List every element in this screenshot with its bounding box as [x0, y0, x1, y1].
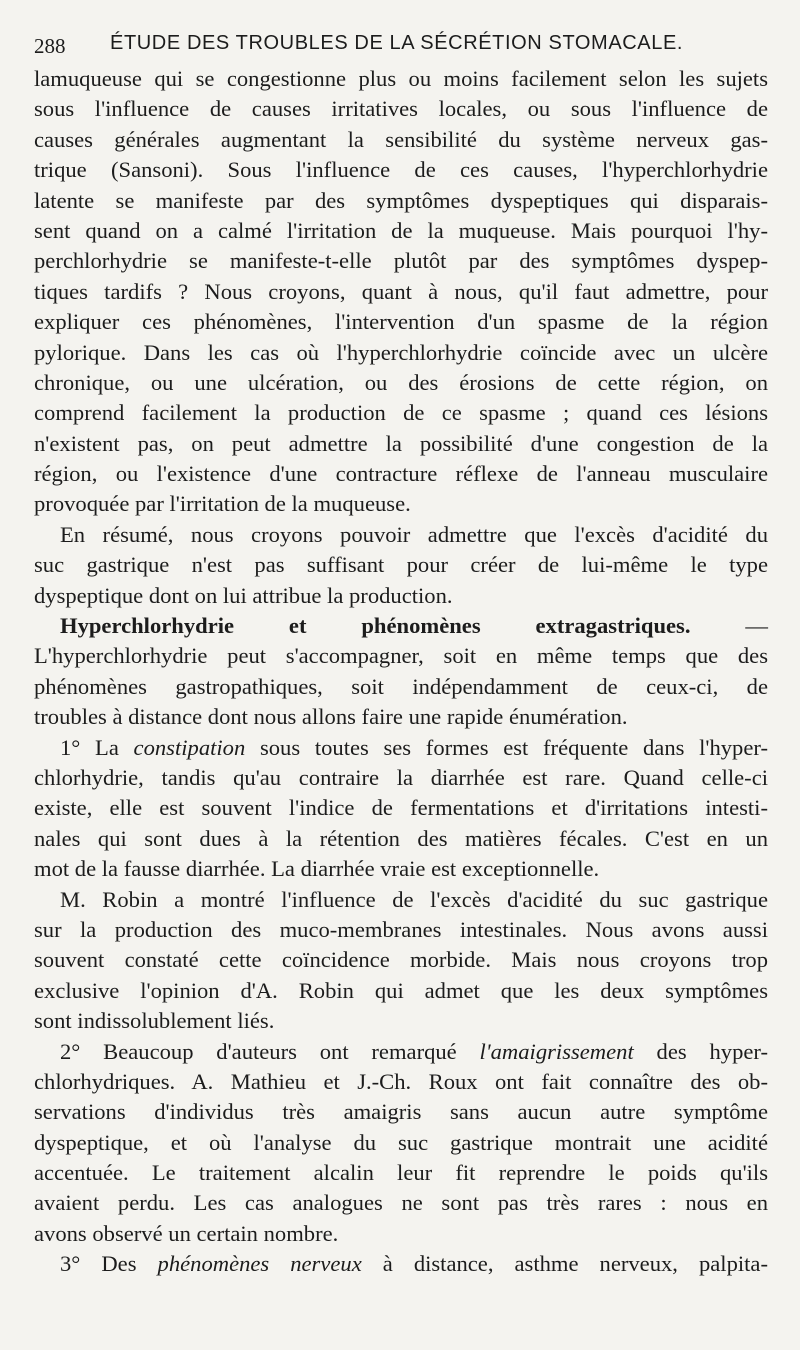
text-line: causes générales augmentant la sensibilité du système nerveux gas-: [34, 126, 768, 152]
text-line: avons observé un certain nombre.: [34, 1220, 339, 1246]
text-line: souvent constaté cette coïncidence morbide. Mais nous croyons trop: [34, 947, 768, 973]
text-span: des hyper-: [633, 1038, 768, 1064]
text-line: perchlorhydrie se manifeste-t-elle plutôt par des symptômes dyspep-: [34, 248, 768, 274]
text-line: chlorhydrie, tandis qu'au contraire la diarrhée est rare. Quand celle-ci: [34, 764, 768, 790]
text-line: provoquée par l'irritation de la muqueuse.: [34, 491, 411, 517]
text-line: En résumé, nous croyons pouvoir admettre que l'excès d'acidité du: [60, 521, 768, 547]
text-line: dyspeptique dont on lui attribue la production.: [34, 582, 453, 608]
text-line: [34, 733, 768, 763]
text-line: L'hyperchlorhydrie peut s'accompagner, soit en même temps que des: [34, 643, 768, 669]
text-line: exclusive l'opinion d'A. Robin qui admet que les deux symptômes: [34, 977, 768, 1003]
text-line: pylorique. Dans les cas où l'hyperchlorhydrie coïncide avec un ulcère: [34, 339, 768, 365]
body-text: [34, 64, 768, 1280]
text-line: région, ou l'existence d'une contracture réflexe de l'anneau musculaire: [34, 461, 768, 487]
text-line: accentuée. Le traitement alcalin leur fit reprendre le poids qu'ils: [34, 1160, 768, 1186]
text-span: sous toutes ses formes est fréquente dans l'hyper-: [245, 734, 768, 760]
text-line: M. Robin a montré l'influence de l'excès d'acidité du suc gastrique: [60, 886, 768, 912]
text-line: [34, 1249, 768, 1279]
text-line: dyspeptique, et où l'analyse du suc gastrique montrait une acidité: [34, 1129, 768, 1155]
text-line: avaient perdu. Les cas analogues ne sont pas très rares : nous en: [34, 1190, 768, 1216]
page-number: 288: [34, 34, 66, 58]
text-span: à distance, asthme nerveux, palpita-: [361, 1251, 768, 1277]
text-line: servations d'individus très amaigris sans aucun autre symptôme: [34, 1099, 768, 1125]
text-line: chlorhydriques. A. Mathieu et J.-Ch. Roux ont fait connaître des ob-: [34, 1068, 768, 1094]
section-heading: Hyperchlorhydrie et phénomènes extragastriques.: [60, 613, 691, 639]
text-line: trique (Sansoni). Sous l'influence de ces causes, l'hyperchlorhydrie: [34, 157, 768, 183]
text-line: comprend facilement la production de ce spasme ; quand ces lésions: [34, 400, 768, 426]
running-title: ÉTUDE DES TROUBLES DE LA SÉCRÉTION STOMACALE.: [110, 32, 684, 54]
text-span: 1° La: [60, 734, 134, 760]
text-line: sent quand on a calmé l'irritation de la muqueuse. Mais pourquoi l'hy-: [34, 217, 768, 243]
text-line: chronique, ou une ulcération, ou des érosions de cette région, on: [34, 369, 768, 395]
italic-term: phénomènes nerveux: [157, 1251, 362, 1277]
italic-term: l'amaigrissement: [479, 1038, 634, 1064]
text-line: mot de la fausse diarrhée. La diarrhée vraie est exceptionnelle.: [34, 856, 600, 882]
text-line: [34, 1037, 768, 1067]
text-line: nales qui sont dues à la rétention des matières fécales. C'est en un: [34, 825, 768, 851]
italic-term: constipation: [133, 734, 246, 760]
text-line: troubles à distance dont nous allons faire une rapide énumération.: [34, 704, 628, 730]
text-line: n'existent pas, on peut admettre la possibilité d'une congestion de la: [34, 430, 768, 456]
text-span: 2° Beaucoup d'auteurs ont remarqué: [60, 1038, 480, 1064]
text-line: sous l'influence de causes irritatives locales, ou sous l'influence de: [34, 96, 768, 122]
text-line: phénomènes gastropathiques, soit indépendamment de ceux-ci, de: [34, 673, 768, 699]
text-line: sur la production des muco-membranes intestinales. Nous avons aussi: [34, 916, 768, 942]
text-line: lamuqueuse qui se congestionne plus ou moins facilement selon les sujets: [34, 66, 768, 91]
text-line: sont indissolublement liés.: [34, 1008, 275, 1034]
section-heading-line: [34, 611, 768, 641]
text-span: 3° Des: [60, 1251, 158, 1277]
heading-dash: —: [690, 613, 768, 639]
text-line: expliquer ces phénomènes, l'intervention d'un spasme de la région: [34, 309, 768, 335]
text-line: suc gastrique n'est pas suffisant pour créer de lui-même le type: [34, 552, 768, 578]
text-line: existe, elle est souvent l'indice de fermentations et d'irritations intesti-: [34, 795, 768, 821]
text-line: tiques tardifs ? Nous croyons, quant à nous, qu'il faut admettre, pour: [34, 278, 768, 304]
page-header: [34, 28, 774, 62]
text-line: latente se manifeste par des symptômes dyspeptiques qui disparais-: [34, 187, 768, 213]
